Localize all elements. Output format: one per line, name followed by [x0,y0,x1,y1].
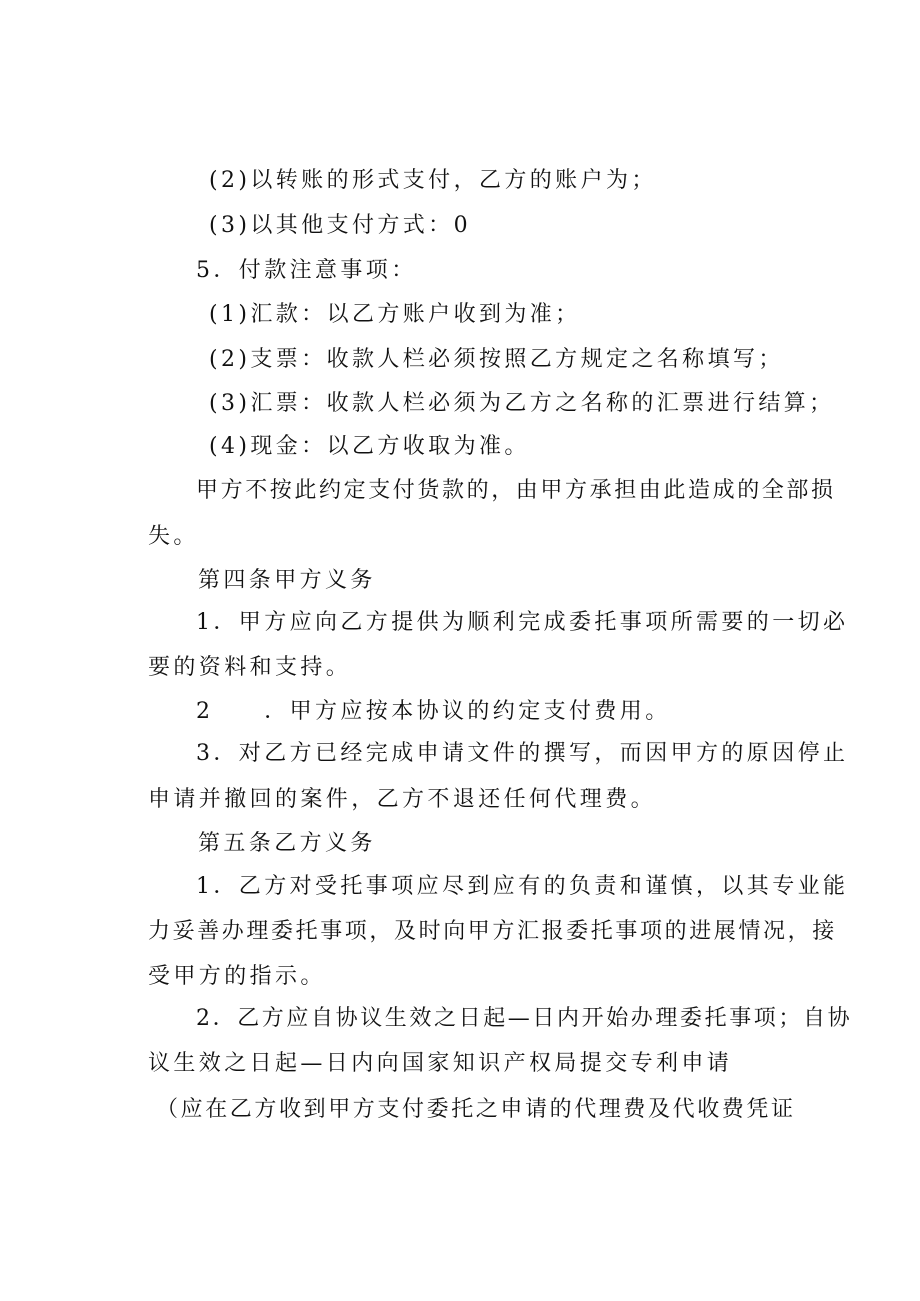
article-five-item-2-line-2: 议生效之日起—日内向国家知识产权局提交专利申请 [148,1051,733,1076]
payment-note-check: (2)支票：收款人栏必须按照乙方规定之名称填写； [209,347,784,372]
article-five-heading: 第五条乙方义务 [198,831,376,856]
article-four-item-2: 2 ．甲方应按本协议的约定支付费用。 [196,699,671,724]
payment-note-remittance: (1)汇款：以乙方账户收到为准； [209,302,581,327]
article-four-heading: 第四条甲方义务 [198,568,376,593]
article-four-item-1-line-2: 要的资料和支持。 [148,655,352,680]
article-four-item-1-line-1: 1．甲方应向乙方提供为顺利完成委托事项所需要的一切必 [196,610,849,635]
article-five-item-1-line-3: 受甲方的指示。 [148,964,326,989]
payment-note-draft: (3)汇票：收款人栏必须为乙方之名称的汇票进行结算； [209,391,835,416]
article-four-item-3-line-2: 申请并撤回的案件，乙方不退还任何代理费。 [148,787,657,812]
article-five-item-1-line-1: 1．乙方对受托事项应尽到应有的负责和谨慎，以其专业能 [196,874,849,899]
payment-method-transfer: (2)以转账的形式支付，乙方的账户为； [209,168,657,193]
payment-method-other: (3)以其他支付方式：0 [209,213,471,238]
article-five-item-2-line-1: 2．乙方应自协议生效之日起—日内开始办理委托事项；自协 [196,1006,853,1031]
breach-clause-line-1: 甲方不按此约定支付货款的，由甲方承担由此造成的全部损 [196,478,836,503]
breach-clause-line-2: 失。 [148,524,199,549]
payment-note-cash: (4)现金：以乙方收取为准。 [209,434,530,459]
article-five-item-2-line-3: （应在乙方收到甲方支付委托之申请的代理费及代收费凭证 [156,1097,796,1122]
payment-notes-heading: 5．付款注意事项： [196,258,417,283]
article-five-item-1-line-2: 力妥善办理委托事项，及时向甲方汇报委托事项的进展情况，接 [148,919,837,944]
article-four-item-3-line-1: 3．对乙方已经完成申请文件的撰写，而因甲方的原因停止 [196,741,849,766]
